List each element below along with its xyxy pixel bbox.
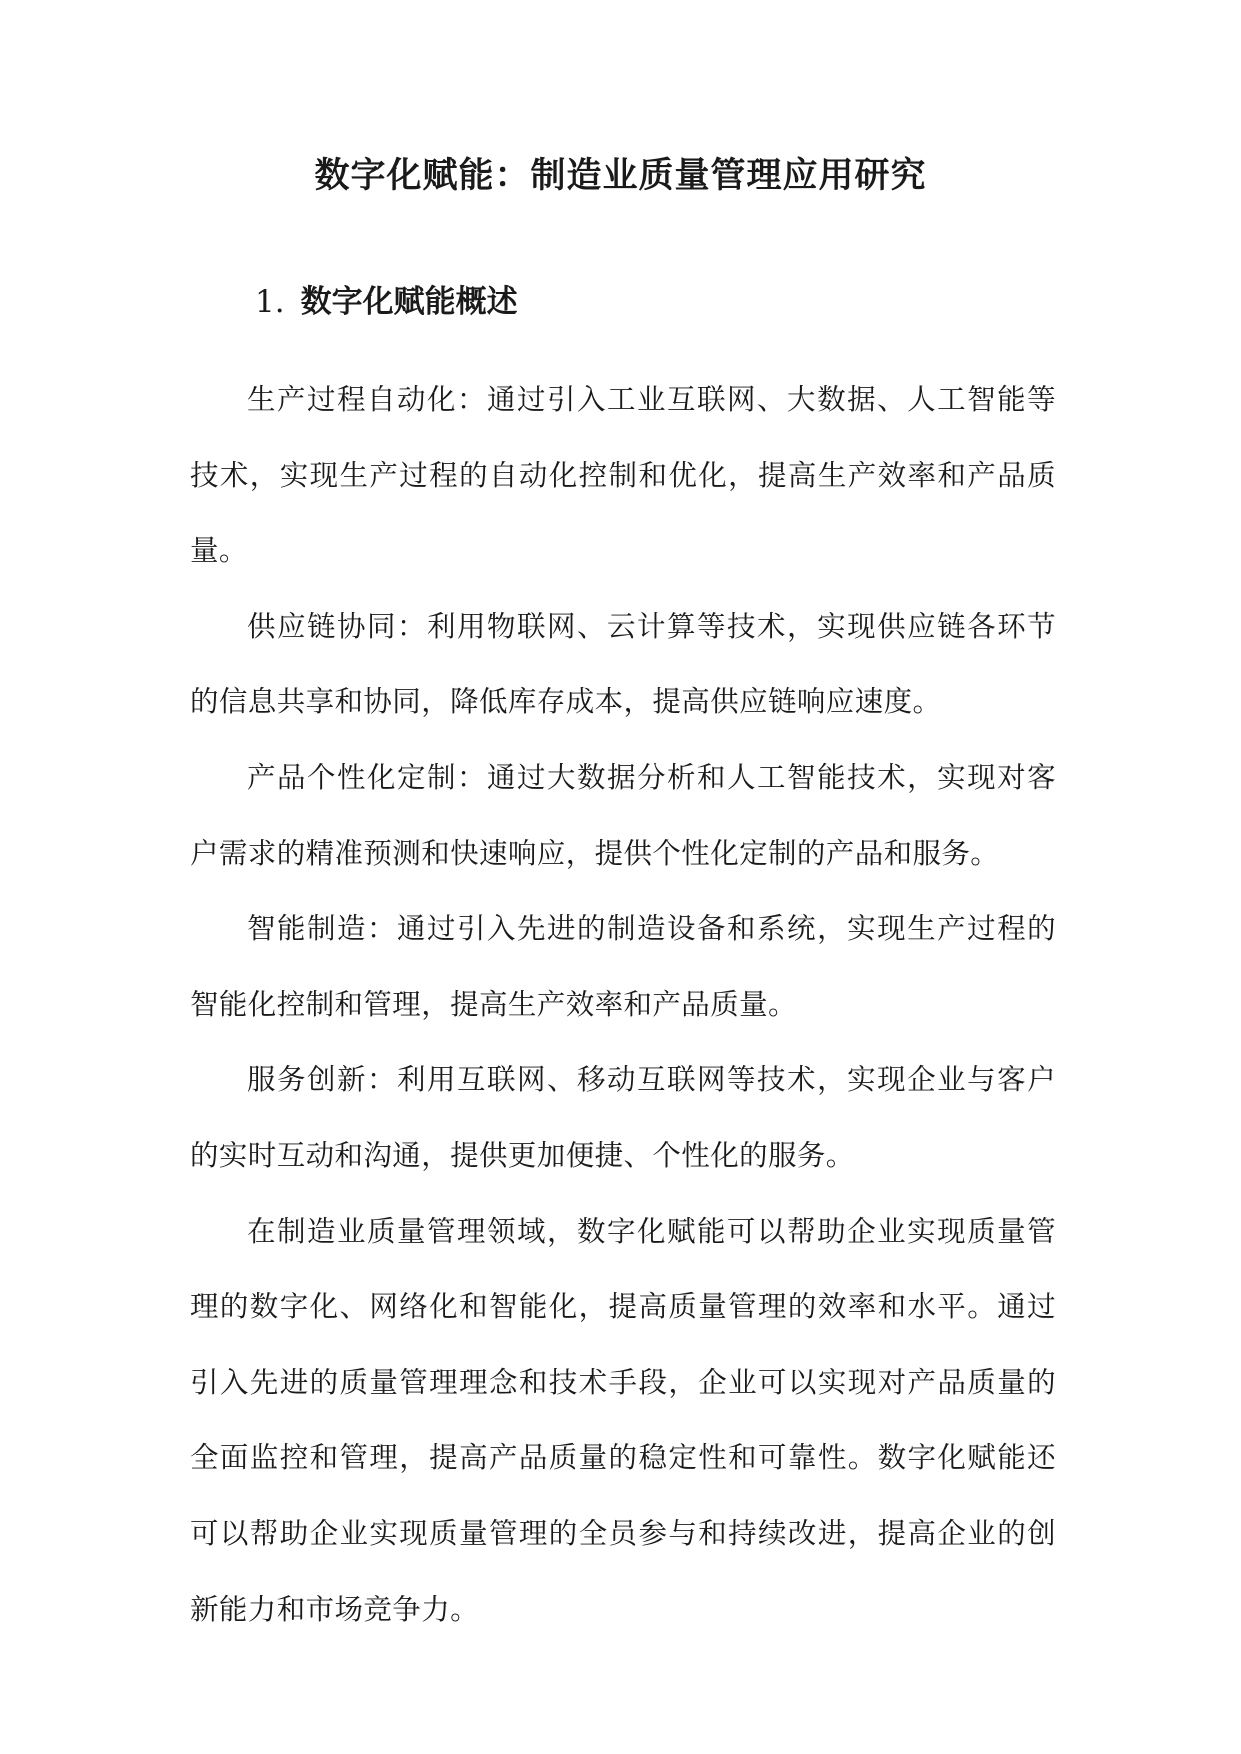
section-number: 1. [255,284,285,320]
paragraph-smart-manufacturing: 智能制造：通过引入先进的制造设备和系统，实现生产过程的智能化控制和管理，提高生产效率和产品质量。 [190,912,1056,1021]
section-heading [255,280,518,324]
paragraph-quality-management: 在制造业质量管理领域，数字化赋能可以帮助企业实现质量管理的数字化、网络化和智能化，提高质量管理的效率和水平。通过引入先进的质量管理理念和技术手段，企业可以实现对产品质量的全面监控和管理，提高产品质量的稳定性和可靠性。数字化赋能还可以帮助企业实现质量管理的全员参与和持续改进，提高企业的创新能力和市场竞争力。 [190,1214,1056,1626]
section-heading-text: 数字化赋能概述 [300,284,518,320]
paragraph-supply-chain: 供应链协同：利用物联网、云计算等技术，实现供应链各环节的信息共享和协同，降低库存成本，提高供应链响应速度。 [190,609,1056,719]
paragraph-customization: 产品个性化定制：通过大数据分析和人工智能技术，实现对客户需求的精准预测和快速响应，提供个性化定制的产品和服务。 [190,760,1056,870]
document-title: 数字化赋能：制造业质量管理应用研究 [314,156,927,196]
paragraph-production-automation: 生产过程自动化：通过引入工业互联网、大数据、人工智能等技术，实现生产过程的自动化控制和优化，提高生产效率和产品质量。 [190,383,1056,568]
body-text [190,362,1056,1647]
paragraph-service-innovation: 服务创新：利用互联网、移动互联网等技术，实现企业与客户的实时互动和沟通，提供更加便捷、个性化的服务。 [190,1063,1056,1172]
